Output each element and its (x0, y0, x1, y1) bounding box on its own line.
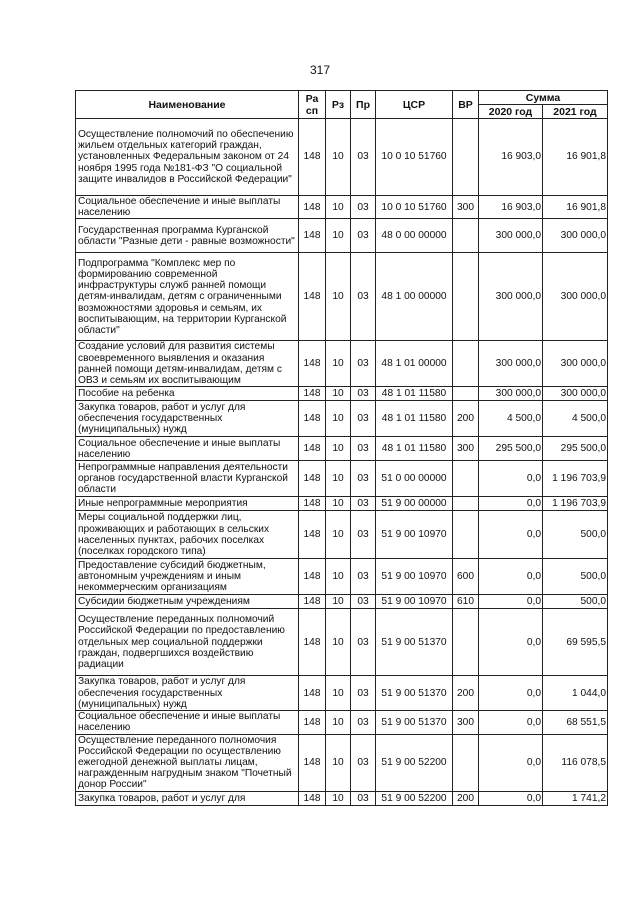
cell-pr: 03 (351, 734, 376, 791)
table-row (76, 559, 608, 595)
cell-vr (453, 253, 479, 341)
cell-csr: 51 9 00 10970 (376, 559, 453, 595)
cell-name: Меры социальной поддержки лиц, проживающих и работающих в сельских населенных пунктах, рабочих поселках (поселках городского типа) (76, 511, 299, 559)
cell-pr: 03 (351, 196, 376, 219)
cell-pr: 03 (351, 437, 376, 461)
cell-rz: 10 (326, 791, 351, 805)
cell-2021: 500,0 (543, 559, 608, 595)
cell-csr: 48 1 01 00000 (376, 341, 453, 387)
header-2020: 2020 год (479, 105, 543, 119)
cell-2020: 0,0 (479, 676, 543, 711)
cell-vr (453, 511, 479, 559)
cell-name: Социальное обеспечение и иные выплаты населению (76, 437, 299, 461)
cell-name: Социальное обеспечение и иные выплаты населению (76, 711, 299, 734)
cell-rasp: 148 (299, 609, 326, 676)
table-row (76, 196, 608, 219)
cell-rasp: 148 (299, 437, 326, 461)
cell-name: Осуществление переданного полномочия Российской Федерации по осуществлению ежегодной денежной выплаты лицам, награжденным нагрудным знаком "Почетный донор России" (76, 734, 299, 791)
cell-csr: 51 9 00 10970 (376, 595, 453, 609)
cell-2020: 0,0 (479, 734, 543, 791)
cell-rasp: 148 (299, 219, 326, 253)
cell-csr: 48 1 01 11580 (376, 387, 453, 401)
cell-pr: 03 (351, 497, 376, 511)
cell-vr (453, 497, 479, 511)
cell-2021: 4 500,0 (543, 401, 608, 437)
cell-rz: 10 (326, 461, 351, 497)
cell-pr: 03 (351, 609, 376, 676)
cell-2021: 116 078,5 (543, 734, 608, 791)
cell-pr: 03 (351, 387, 376, 401)
cell-pr: 03 (351, 791, 376, 805)
header-pr: Пр (351, 91, 376, 119)
cell-name: Закупка товаров, работ и услуг для обеспечения государственных (муниципальных) нужд (76, 401, 299, 437)
cell-pr: 03 (351, 119, 376, 196)
cell-2021: 16 901,8 (543, 119, 608, 196)
cell-name: Закупка товаров, работ и услуг для (76, 791, 299, 805)
table-row (76, 609, 608, 676)
cell-rz: 10 (326, 219, 351, 253)
cell-csr: 51 9 00 00000 (376, 497, 453, 511)
cell-2021: 1 741,2 (543, 791, 608, 805)
cell-name: Осуществление переданных полномочий Российской Федерации по предоставлению отдельных мер социальной поддержки граждан, подвергшихся воздействию радиации (76, 609, 299, 676)
table-row (76, 511, 608, 559)
table-row (76, 401, 608, 437)
cell-rasp: 148 (299, 401, 326, 437)
cell-2020: 0,0 (479, 461, 543, 497)
cell-pr: 03 (351, 461, 376, 497)
table-row (76, 595, 608, 609)
cell-csr: 51 9 00 52200 (376, 791, 453, 805)
cell-pr: 03 (351, 401, 376, 437)
table-row (76, 461, 608, 497)
cell-vr: 200 (453, 401, 479, 437)
cell-csr: 51 9 00 51370 (376, 676, 453, 711)
cell-rz: 10 (326, 253, 351, 341)
cell-2021: 16 901,8 (543, 196, 608, 219)
cell-2020: 0,0 (479, 609, 543, 676)
cell-2021: 1 196 703,9 (543, 497, 608, 511)
cell-csr: 51 9 00 52200 (376, 734, 453, 791)
cell-name: Осуществление полномочий по обеспечению жильем отдельных категорий граждан, установленных Федеральным законом от 24 ноября 1995 года №181-ФЗ "О социальной защите инвалидов в Российской Федерации" (76, 119, 299, 196)
cell-rz: 10 (326, 437, 351, 461)
table-body (76, 119, 608, 806)
cell-2020: 16 903,0 (479, 196, 543, 219)
cell-2020: 300 000,0 (479, 219, 543, 253)
cell-csr: 48 1 01 11580 (376, 401, 453, 437)
cell-2021: 1 196 703,9 (543, 461, 608, 497)
cell-rasp: 148 (299, 341, 326, 387)
header-rasp: Ра сп (299, 91, 326, 119)
cell-rasp: 148 (299, 711, 326, 734)
cell-vr (453, 461, 479, 497)
cell-rz: 10 (326, 559, 351, 595)
cell-2021: 300 000,0 (543, 219, 608, 253)
cell-rz: 10 (326, 676, 351, 711)
cell-rz: 10 (326, 734, 351, 791)
cell-pr: 03 (351, 253, 376, 341)
cell-2021: 69 595,5 (543, 609, 608, 676)
cell-rz: 10 (326, 341, 351, 387)
header-sum: Сумма (479, 91, 608, 105)
header-2021: 2021 год (543, 105, 608, 119)
cell-2020: 300 000,0 (479, 253, 543, 341)
cell-rz: 10 (326, 609, 351, 676)
cell-vr: 300 (453, 711, 479, 734)
cell-2021: 300 000,0 (543, 387, 608, 401)
cell-csr: 51 0 00 00000 (376, 461, 453, 497)
cell-csr: 10 0 10 51760 (376, 196, 453, 219)
cell-2020: 295 500,0 (479, 437, 543, 461)
cell-csr: 48 1 01 11580 (376, 437, 453, 461)
cell-csr: 51 9 00 51370 (376, 711, 453, 734)
cell-csr: 10 0 10 51760 (376, 119, 453, 196)
cell-rz: 10 (326, 595, 351, 609)
header-rz: Рз (326, 91, 351, 119)
cell-vr (453, 734, 479, 791)
table-row (76, 437, 608, 461)
cell-2020: 300 000,0 (479, 341, 543, 387)
cell-2021: 300 000,0 (543, 253, 608, 341)
cell-vr: 200 (453, 676, 479, 711)
cell-2021: 500,0 (543, 511, 608, 559)
cell-vr (453, 119, 479, 196)
cell-rasp: 148 (299, 595, 326, 609)
cell-2021: 500,0 (543, 595, 608, 609)
cell-vr: 200 (453, 791, 479, 805)
cell-csr: 48 1 00 00000 (376, 253, 453, 341)
cell-name: Предоставление субсидий бюджетным, автономным учреждениям и иным некоммерческим организациям (76, 559, 299, 595)
cell-rasp: 148 (299, 511, 326, 559)
cell-pr: 03 (351, 219, 376, 253)
cell-rasp: 148 (299, 791, 326, 805)
cell-rasp: 148 (299, 119, 326, 196)
cell-2020: 0,0 (479, 559, 543, 595)
cell-rz: 10 (326, 387, 351, 401)
table-row (76, 791, 608, 805)
cell-vr (453, 341, 479, 387)
cell-vr: 300 (453, 196, 479, 219)
table-row (76, 341, 608, 387)
cell-name: Иные непрограммные мероприятия (76, 497, 299, 511)
cell-rasp: 148 (299, 196, 326, 219)
cell-pr: 03 (351, 676, 376, 711)
cell-rz: 10 (326, 511, 351, 559)
cell-rasp: 148 (299, 461, 326, 497)
cell-vr: 600 (453, 559, 479, 595)
cell-rz: 10 (326, 401, 351, 437)
cell-name: Непрограммные направления деятельности органов государственной власти Курганской области (76, 461, 299, 497)
cell-rasp: 148 (299, 387, 326, 401)
cell-2021: 300 000,0 (543, 341, 608, 387)
cell-name: Закупка товаров, работ и услуг для обеспечения государственных (муниципальных) нужд (76, 676, 299, 711)
cell-pr: 03 (351, 711, 376, 734)
table-row (76, 676, 608, 711)
header-csr: ЦСР (376, 91, 453, 119)
cell-2021: 295 500,0 (543, 437, 608, 461)
cell-rz: 10 (326, 497, 351, 511)
cell-2020: 300 000,0 (479, 387, 543, 401)
budget-table (75, 90, 608, 806)
cell-vr (453, 609, 479, 676)
table-row (76, 219, 608, 253)
cell-2020: 4 500,0 (479, 401, 543, 437)
cell-rasp: 148 (299, 497, 326, 511)
cell-rasp: 148 (299, 253, 326, 341)
cell-name: Создание условий для развития системы своевременного выявления и оказания ранней помощи детям-инвалидам, детям с ОВЗ и семьям их воспитывающим (76, 341, 299, 387)
cell-pr: 03 (351, 341, 376, 387)
cell-vr: 300 (453, 437, 479, 461)
cell-rz: 10 (326, 119, 351, 196)
cell-rz: 10 (326, 196, 351, 219)
cell-2021: 68 551,5 (543, 711, 608, 734)
cell-csr: 48 0 00 00000 (376, 219, 453, 253)
table-row (76, 711, 608, 734)
cell-pr: 03 (351, 595, 376, 609)
cell-rasp: 148 (299, 559, 326, 595)
cell-rz: 10 (326, 711, 351, 734)
cell-2020: 0,0 (479, 711, 543, 734)
cell-2020: 0,0 (479, 497, 543, 511)
cell-rasp: 148 (299, 734, 326, 791)
cell-name: Субсидии бюджетным учреждениям (76, 595, 299, 609)
cell-pr: 03 (351, 511, 376, 559)
cell-rasp: 148 (299, 676, 326, 711)
page-number: 317 (309, 63, 331, 77)
table-row (76, 497, 608, 511)
table-row (76, 734, 608, 791)
table-row (76, 387, 608, 401)
table-row (76, 119, 608, 196)
cell-csr: 51 9 00 10970 (376, 511, 453, 559)
cell-2021: 1 044,0 (543, 676, 608, 711)
cell-name: Государственная программа Курганской области "Разные дети - равные возможности" (76, 219, 299, 253)
cell-2020: 0,0 (479, 511, 543, 559)
header-row (76, 91, 608, 105)
table-row (76, 253, 608, 341)
cell-name: Подпрограмма "Комплекс мер по формированию современной инфраструктуры служб ранней помощи детям-инвалидам, детям с ограниченными возможностями здоровья и семьям, их воспитывающим, на территории Курганской области" (76, 253, 299, 341)
cell-name: Социальное обеспечение и иные выплаты населению (76, 196, 299, 219)
cell-name: Пособие на ребенка (76, 387, 299, 401)
cell-2020: 16 903,0 (479, 119, 543, 196)
cell-csr: 51 9 00 51370 (376, 609, 453, 676)
header-name: Наименование (76, 91, 299, 119)
cell-pr: 03 (351, 559, 376, 595)
cell-vr (453, 387, 479, 401)
cell-vr (453, 219, 479, 253)
cell-2020: 0,0 (479, 791, 543, 805)
header-vr: ВР (453, 91, 479, 119)
cell-2020: 0,0 (479, 595, 543, 609)
cell-vr: 610 (453, 595, 479, 609)
